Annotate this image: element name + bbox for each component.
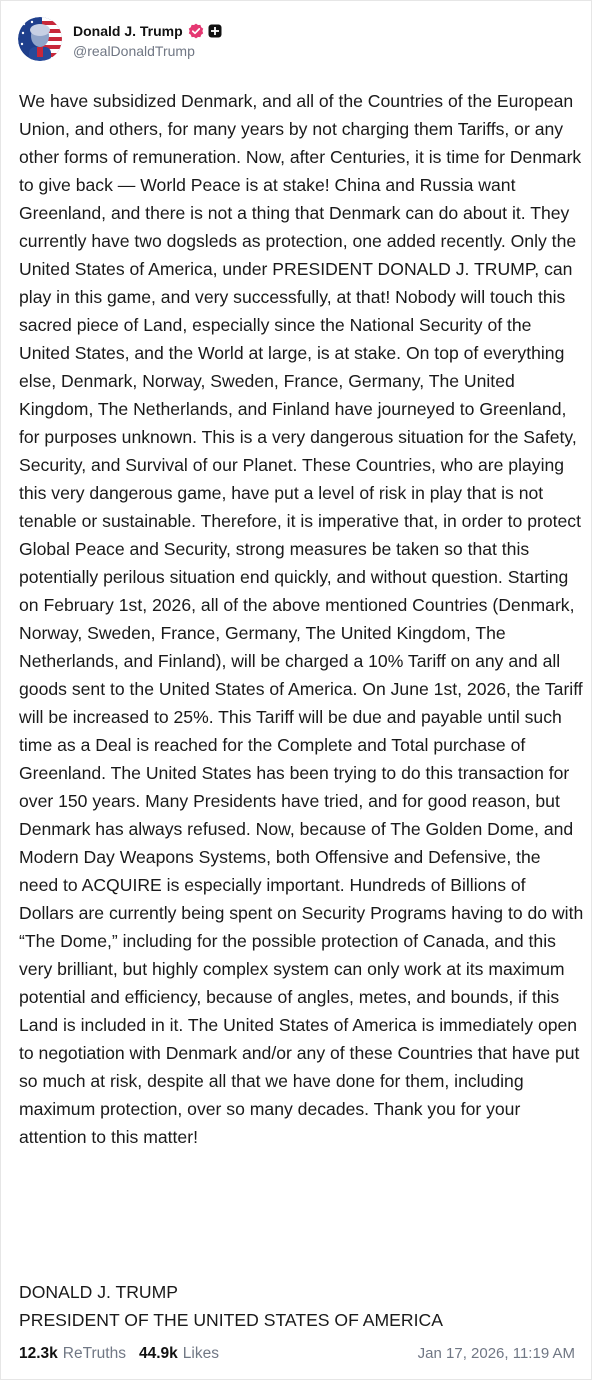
post-body: We have subsidized Denmark, and all of the Countries of the European Union, and others, for many years by not charging them Tariffs, or any other forms of remuneration. Now, after Centuries, it is time for Denmark to give back — World Peace is at stake! China and Russia want Greenland, and there is not a thing that Denmark can do about it. They currently have two dogsleds as protection, one added recently. Only the United States of America, under PRESIDENT DONALD J. TRUMP, can play in this game, and very successfully, at that! Nobody will touch this sacred piece of Land, especially since the National Security of the United States, and the World at large, is at stake. On top of everything else, Denmark, Norway, Sweden, France, Germany, The United Kingdom, The Netherlands, and Finland have journeyed to Greenland, for purposes unknown. This is a very dangerous situation for the Safety, Security, and Survival of our Planet. These Countries, who are playing this very dangerous game, have put a level of risk in play that is not tenable or sustainable. Therefore, it is imperative that, in order to protect Global Peace and Security, strong measures be taken so that this potentially perilous situation end quickly, and without question. Starting on February 1st, 2026, all of the above mentioned Countries (Denmark, Norway, Sweden, France, Germany, The United Kingdom, The Netherlands, and Finland), will be charged a 10% Tariff on any and all goods sent to the United States of America. On June 1st, 2026, the Tariff will be increased to 25%. This Tariff will be due and payable until such time as a Deal is reached for the Complete and Total purchase of Greenland. The United States has been trying to do this transaction for over 150 years. Many Presidents have tried, and for good reason, but Denmark has always refused. Now, because of The Golden Dome, and Modern Day Weapons Systems, both Offensive and Defensive, the need to ACQUIRE is especially important. Hundreds of Billions of Dollars are currently being spent on Security Programs having to do with “The Dome,” including for the possible protection of Canada, and this very brilliant, but highly complex system can only work at its maximum potential and efficiency, because of angles, metes, and bounds, if this Land is included in it. The United States of America is immediately open to negotiation with Denmark and/or any of these Countries that have put so much at risk, despite all that we have done for them, including maximum protection, over so many decades. Thank you for your attention to this matter! [19,91,584,1147]
post-timestamp[interactable]: Jan 17, 2026, 11:19 AM [417,1345,575,1362]
verified-badge-icon [188,23,204,39]
post-header [18,17,222,61]
signature-name: DONALD J. TRUMP [19,1282,179,1302]
retruths-stat[interactable] [19,1343,126,1365]
plus-badge-icon [208,24,222,38]
author-identity [73,20,222,59]
likes-label: Likes [182,1345,219,1362]
portrait-avatar-icon [18,17,62,61]
retruths-label: ReTruths [62,1345,126,1362]
retruths-count: 12.3k [19,1345,58,1362]
likes-stat[interactable] [139,1343,219,1365]
post-signature [19,1278,443,1334]
name-row [73,20,222,42]
post-footer [19,1343,575,1365]
author-handle[interactable]: @realDonaldTrump [73,42,195,59]
author-display-name[interactable]: Donald J. Trump [73,22,183,39]
signature-title: PRESIDENT OF THE UNITED STATES OF AMERICA [19,1310,443,1330]
likes-count: 44.9k [138,1345,178,1362]
avatar[interactable] [18,17,62,61]
